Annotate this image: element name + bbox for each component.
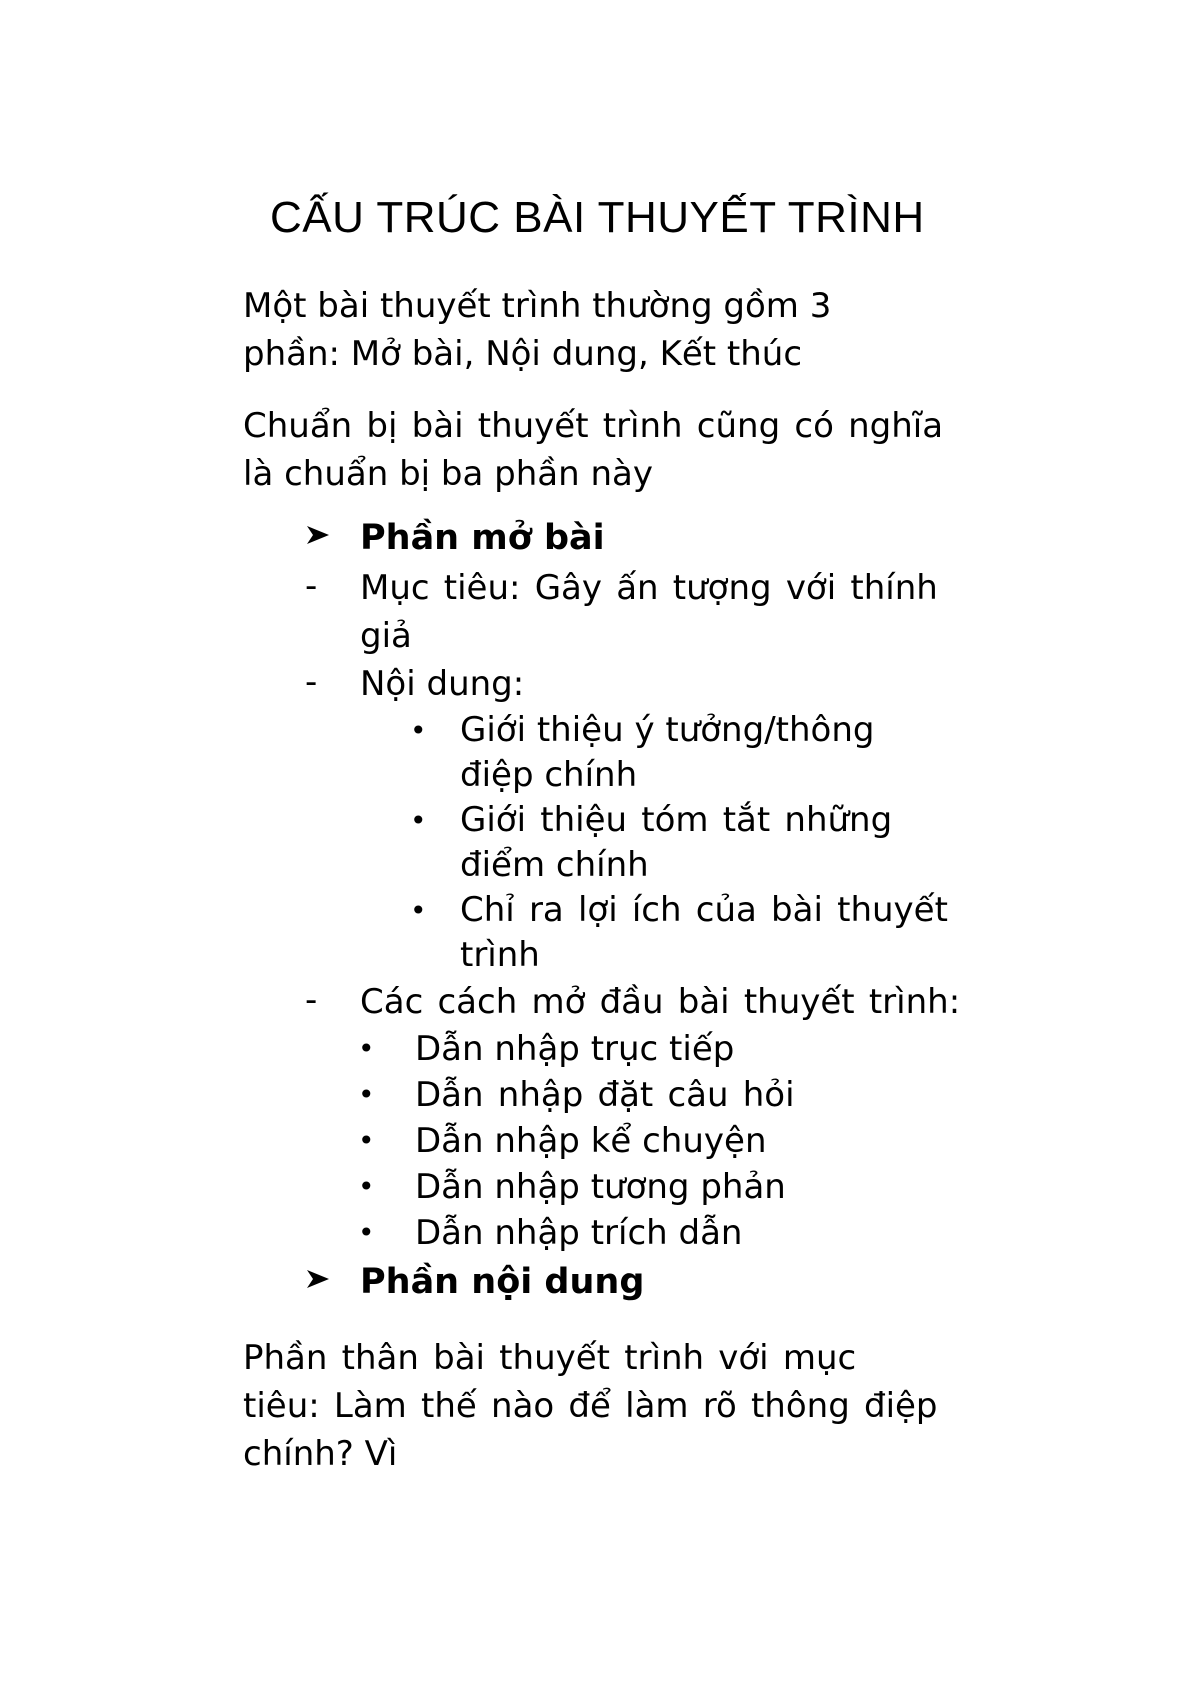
bullet-item-text: [415, 1026, 734, 1072]
list-item-text: [360, 564, 938, 660]
document-content: [243, 190, 1023, 1478]
list-item-muc-tieu: [243, 564, 1023, 660]
paragraph-line: Chuẩn bị bài thuyết trình cũng có nghĩa: [243, 406, 944, 446]
bullet-dot-icon: •: [358, 1216, 375, 1249]
bullet-item: [243, 1072, 1023, 1118]
page-title: CẤU TRÚC BÀI THUYẾT TRÌNH: [270, 193, 925, 242]
intro-paragraph-2: [243, 402, 1023, 498]
bullet-item-line: Dẫn nhập tương phản: [415, 1167, 786, 1207]
dash-marker: -: [305, 566, 318, 606]
list-item-text: [360, 978, 960, 1026]
dash-marker: -: [305, 662, 318, 702]
bullet-item: [243, 798, 1023, 888]
paragraph-line: Phần thân bài thuyết trình với mục: [243, 1338, 857, 1378]
arrow-right-icon: [305, 1256, 360, 1292]
bullet-item-text: [415, 1210, 742, 1256]
bullet-dot-icon: •: [410, 804, 427, 837]
dash-marker: -: [305, 980, 318, 1020]
bullet-item-line: Dẫn nhập trục tiếp: [415, 1029, 735, 1069]
bullet-item-text: [460, 798, 892, 888]
arrow-right-icon: [305, 512, 360, 548]
body-paragraph: [243, 1334, 1023, 1478]
bullet-item: [243, 1164, 1023, 1210]
bullet-item-text: [415, 1164, 786, 1210]
bullet-item: [243, 708, 1023, 798]
bullet-item-line: Dẫn nhập kể chuyện: [415, 1121, 767, 1161]
bullet-dot-icon: •: [358, 1032, 375, 1065]
bullet-dot-icon: •: [358, 1170, 375, 1203]
bullet-item: [243, 1026, 1023, 1072]
paragraph-line: là chuẩn bị ba phần này: [243, 454, 653, 494]
bullet-item-line: điểm chính: [460, 845, 649, 885]
bullet-item-line: Dẫn nhập đặt câu hỏi: [415, 1075, 795, 1115]
list-item-cac-cach: [243, 978, 1023, 1026]
list-item-line: giả: [360, 616, 412, 656]
section-heading-content: [243, 1256, 1023, 1308]
bullet-dot-icon: •: [358, 1124, 375, 1157]
list-item-noi-dung: [243, 660, 1023, 708]
list-item-text: [360, 660, 524, 708]
bullet-item-line: Giới thiệu ý tưởng/thông: [460, 710, 875, 750]
section-heading-label: Phần mở bài: [360, 518, 605, 558]
bullet-item-text: [415, 1072, 795, 1118]
bullet-dot-icon: •: [410, 714, 427, 747]
paragraph-line: Một bài thuyết trình thường gồm 3: [243, 286, 832, 326]
bullet-dot-icon: •: [410, 894, 427, 927]
list-item-line: Các cách mở đầu bài thuyết trình:: [360, 982, 961, 1022]
paragraph-line: tiêu: Làm thế nào để làm rõ thông điệp: [243, 1386, 938, 1426]
paragraph-line: chính? Vì: [243, 1434, 398, 1474]
bullet-item-line: điệp chính: [460, 755, 638, 795]
list-item-line: Nội dung:: [360, 664, 525, 704]
bullet-item-line: Dẫn nhập trích dẫn: [415, 1213, 743, 1253]
bullet-item-line: trình: [460, 935, 540, 975]
bullet-item: [243, 1118, 1023, 1164]
bullet-item-text: [415, 1118, 767, 1164]
bullet-item: [243, 1210, 1023, 1256]
paragraph-line: phần: Mở bài, Nội dung, Kết thúc: [243, 334, 803, 374]
bullet-item: [243, 888, 1023, 978]
bullet-item-text: [460, 888, 948, 978]
bullet-item-line: Chỉ ra lợi ích của bài thuyết: [460, 890, 948, 930]
bullet-item-text: [460, 708, 874, 798]
list-item-line: Mục tiêu: Gây ấn tượng với thính: [360, 568, 938, 608]
section-heading-opening: [243, 512, 1023, 564]
section-heading-label: Phần nội dung: [360, 1262, 645, 1302]
intro-paragraph-1: [243, 282, 1023, 378]
bullet-dot-icon: •: [358, 1078, 375, 1111]
bullet-item-line: Giới thiệu tóm tắt những: [460, 800, 893, 840]
